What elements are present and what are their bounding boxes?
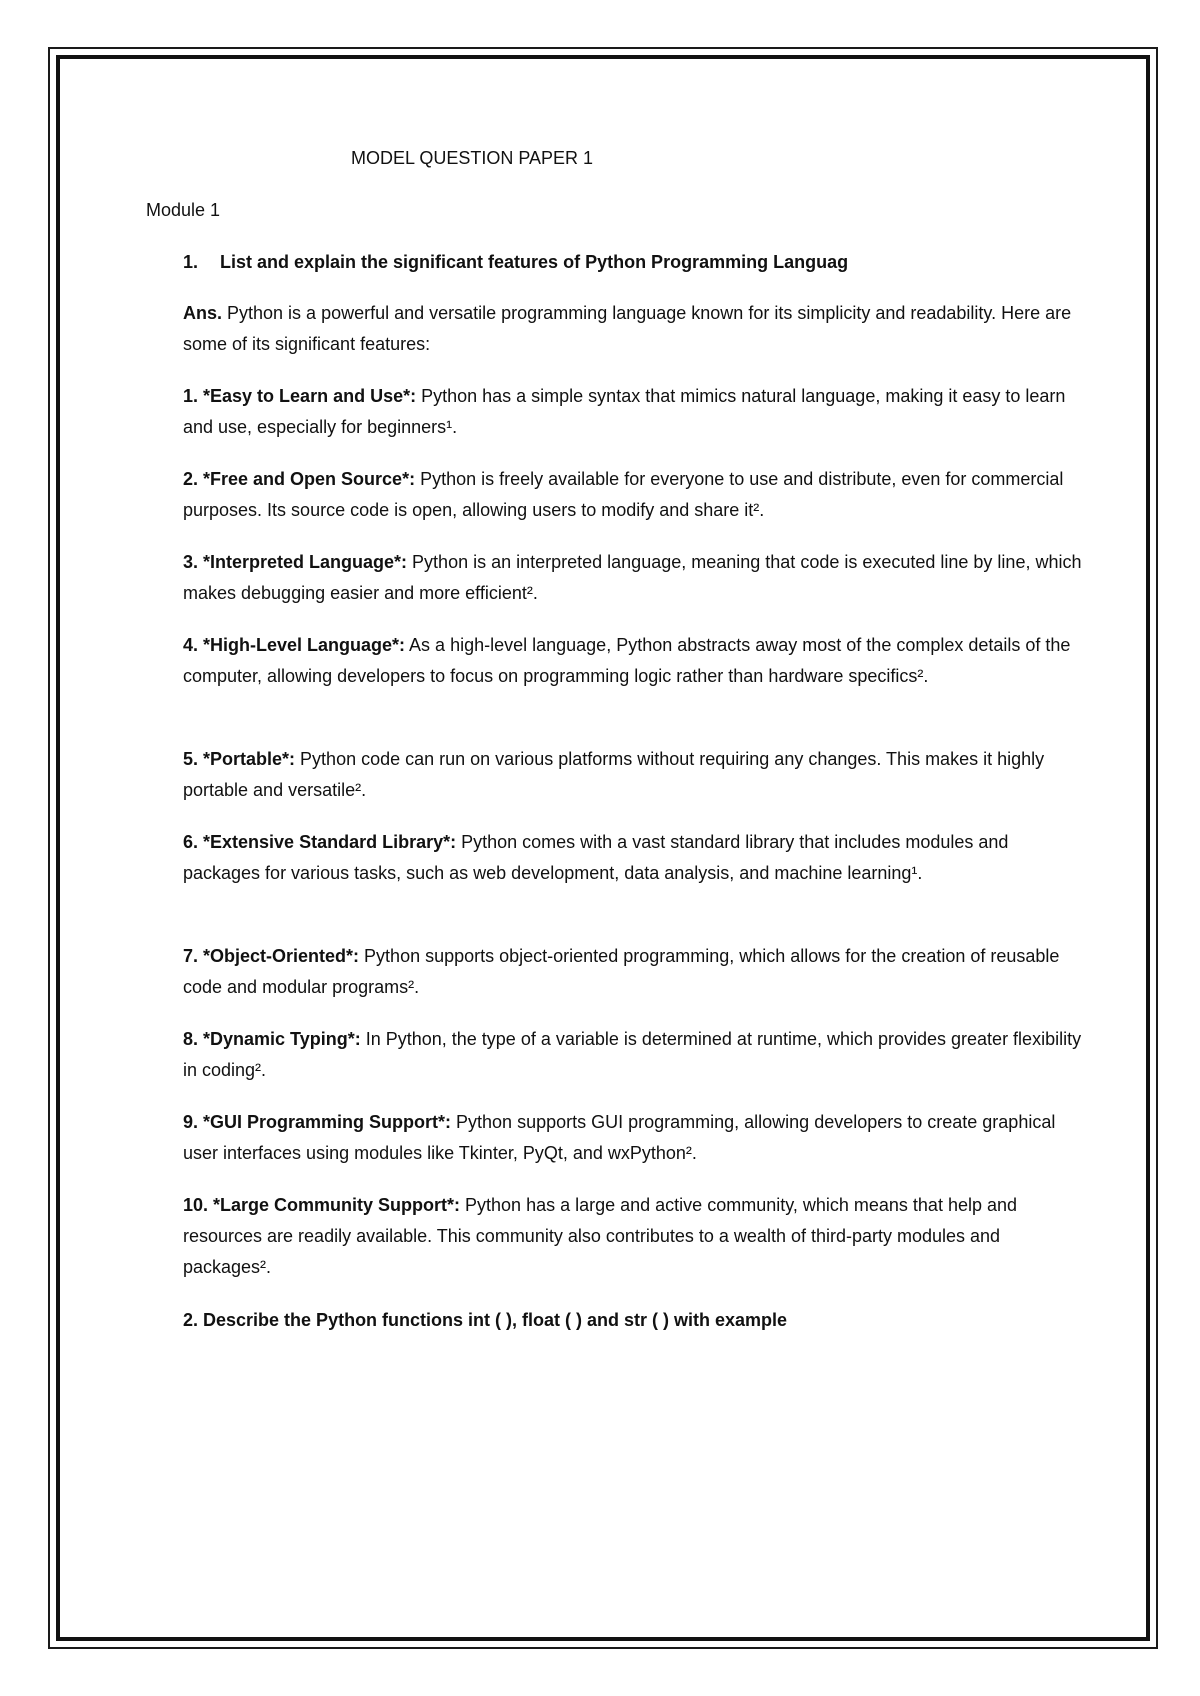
feature-item	[183, 1107, 1083, 1169]
feature-item	[183, 941, 1083, 1003]
feature-item	[183, 1190, 1083, 1283]
feature-label: 6. *Extensive Standard Library*:	[183, 832, 457, 852]
answer-label: Ans.	[183, 303, 223, 323]
question-1	[183, 252, 848, 273]
module-heading: Module 1	[146, 200, 221, 220]
feature-label: 8. *Dynamic Typing*:	[183, 1029, 361, 1049]
feature-text: Python supports object-oriented programming, which allows for the creation of reusable code and modular programs².	[183, 946, 1060, 997]
feature-text: Python code can run on various platforms without requiring any changes. This makes it highly portable and versatile².	[183, 749, 1045, 800]
feature-text: Python comes with a vast standard library that includes modules and packages for various tasks, such as web development, data analysis, and machine learning¹.	[183, 832, 1009, 883]
feature-text: In Python, the type of a variable is determined at runtime, which provides greater flexibility in coding².	[183, 1029, 1082, 1080]
feature-item	[183, 464, 1083, 526]
feature-text: Python is an interpreted language, meaning that code is executed line by line, which makes debugging easier and more efficient².	[183, 552, 1082, 603]
feature-item	[183, 381, 1083, 443]
question-1-number: 1.	[183, 252, 199, 272]
page-title: MODEL QUESTION PAPER 1	[351, 148, 594, 168]
feature-label: 5. *Portable*:	[183, 749, 296, 769]
feature-text: Python is freely available for everyone to use and distribute, even for commercial purposes. Its source code is open, allowing users to modify and share it².	[183, 469, 1064, 520]
question-1-text: List and explain the significant features of Python Programming Languag	[220, 252, 849, 272]
feature-label: 1. *Easy to Learn and Use*:	[183, 386, 417, 406]
feature-text: Python has a large and active community, which means that help and resources are readily available. This community also contributes to a wealth of third-party modules and packages².	[183, 1195, 1018, 1277]
feature-item	[183, 630, 1083, 692]
feature-label: 3. *Interpreted Language*:	[183, 552, 408, 572]
answer-intro-text: Python is a powerful and versatile programming language known for its simplicity and readability. Here are some of its significant features:	[183, 303, 1072, 354]
feature-text: Python has a simple syntax that mimics natural language, making it easy to learn and use, especially for beginners¹.	[183, 386, 1066, 437]
feature-item	[183, 547, 1083, 609]
feature-label: 4. *High-Level Language*:	[183, 635, 406, 655]
feature-item	[183, 1024, 1083, 1086]
feature-text: As a high-level language, Python abstracts away most of the complex details of the computer, allowing developers to focus on programming logic rather than hardware specifics².	[183, 635, 1071, 686]
feature-label: 10. *Large Community Support*:	[183, 1195, 461, 1215]
feature-label: 2. *Free and Open Source*:	[183, 469, 416, 489]
feature-item	[183, 827, 1083, 889]
answer-intro	[183, 298, 1083, 360]
feature-text: Python supports GUI programming, allowing developers to create graphical user interfaces using modules like Tkinter, PyQt, and wxPython².	[183, 1112, 1056, 1163]
feature-label: 9. *GUI Programming Support*:	[183, 1112, 452, 1132]
question-2: 2. Describe the Python functions int ( ), float ( ) and str ( ) with example	[183, 1310, 788, 1330]
feature-label: 7. *Object-Oriented*:	[183, 946, 360, 966]
feature-item	[183, 744, 1083, 806]
